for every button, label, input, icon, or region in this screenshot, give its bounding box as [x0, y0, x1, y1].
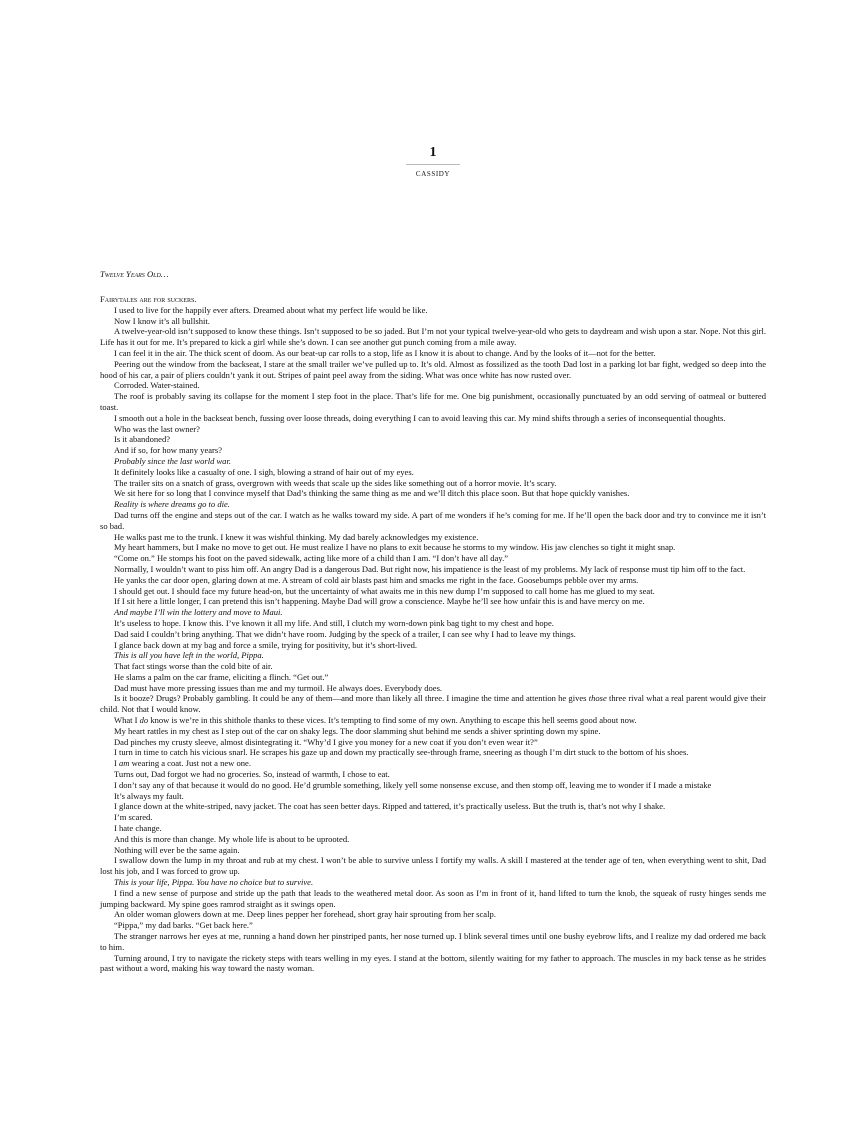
body-paragraph	[100, 467, 766, 478]
paragraph-text: “Pippa,” my dad barks. “Get back here.”	[114, 920, 253, 931]
italic-text: am	[118, 758, 130, 769]
chapter-divider	[406, 164, 460, 165]
body-paragraph	[100, 650, 766, 661]
italic-text: do	[139, 715, 149, 726]
body-paragraph	[100, 316, 766, 327]
body-paragraph	[100, 499, 766, 510]
body-paragraph	[100, 855, 766, 877]
paragraph-text: The trailer sits on a snatch of grass, overgrown with weeds that scale up the sides like something out of a horror movie. It’s scary.	[114, 477, 557, 488]
body-paragraph	[100, 488, 766, 499]
paragraph-text: Is it booze? Drugs? Probably gambling. It could be any of them—and more than likely all three. I imagine the time and attention he gives	[114, 693, 589, 704]
paragraph-text: I find a new sense of purpose and stride up the path that leads to the weathered metal door. As soon as I’m in front of it, hand lifted to turn the knob, the squeak of rusty hinges sends me jumping backward. My spine goes ramrod straight as it swings open.	[100, 887, 766, 909]
paragraph-text: I	[114, 758, 119, 769]
paragraph-text: Corroded. Water-stained.	[114, 380, 200, 391]
paragraph-text: I can feel it in the air. The thick scent of doom. As our beat-up car rolls to a stop, life as I know it is about to change. And by the looks of it—not for the better.	[114, 347, 656, 358]
paragraph-text: And if so, for how many years?	[114, 445, 222, 456]
body-paragraph	[100, 791, 766, 802]
paragraph-text: I don’t say any of that because it would do no good. He’d grumble something, likely yell some nonsense excuse, and then stomp off, leaving me to wonder if I made a mistake	[114, 779, 712, 790]
body-paragraph	[100, 953, 766, 975]
paragraph-text: My heart rattles in my chest as I step out of the car on shaky legs. The door slamming shut behind me sends a shiver sprinting down my spine.	[114, 725, 601, 736]
paragraph-text: Dad turns off the engine and steps out of the car. I watch as he walks toward my side. A part of me wonders if he’s coming for me. If he’ll open the back door and try to convince me it isn’t so bad.	[100, 509, 766, 531]
paragraph-text: It’s always my fault.	[114, 790, 184, 801]
body-paragraph	[100, 413, 766, 424]
paragraph-text: I should get out. I should face my future head-on, but the uncertainty of what awaits me in this new dump I’m supposed to call home has me glued to my seat.	[114, 585, 655, 596]
paragraph-text: Turning around, I try to navigate the rickety steps with tears welling in my eyes. I stand at the bottom, silently waiting for my father to approach. The muscles in my back tense as he strides past without a word, making his way toward the nasty woman.	[100, 952, 766, 974]
paragraph-text: I’m scared.	[114, 812, 153, 823]
paragraph-text: Peering out the window from the backseat, I stare at the small trailer we’ve pulled up to. It’s old. Almost as fossilized as the tooth Dad lost in a parking lot bar fight, wedged so deep into the hood of his car, a pair of pliers couldn’t yank it out. Stripes of paint peel away from the siding. What was once white has now rusted over.	[100, 358, 766, 380]
paragraph-text: A twelve-year-old isn’t supposed to know these things. Isn’t supposed to be so jaded. But I’m not your typical twelve-year-old who gets to daydream and wish upon a star. Nope. Not this girl. Life has it out for me. It’s prepared to kick a girl while she’s down. I can see another gut punch coming from a mile away.	[100, 326, 766, 348]
paragraph-text: Dad must have more pressing issues than me and my turmoil. He always does. Everybody does.	[114, 682, 443, 693]
paragraph-text: And this is more than change. My whole life is about to be uprooted.	[114, 833, 350, 844]
body-paragraph	[100, 348, 766, 359]
paragraph-text: I smooth out a hole in the backseat bench, fussing over loose threads, doing everything I can to avoid leaving this car. My mind shifts through a series of inconsequential thoughts.	[114, 412, 726, 423]
body-paragraph	[100, 823, 766, 834]
body-paragraph	[100, 575, 766, 586]
chapter-number: 1	[429, 145, 437, 160]
italic-text: Probably since the last world war.	[114, 455, 231, 466]
paragraph-text: Now I know it’s all bullshit.	[114, 315, 210, 326]
chapter-body	[100, 294, 766, 974]
body-paragraph	[100, 564, 766, 575]
paragraph-text: My heart hammers, but I make no move to get out. He must realize I have no plans to exit because he storms to my window. His jaw clenches so tight it might snap.	[114, 542, 676, 553]
paragraph-text: An older woman glowers down at me. Deep lines pepper her forehead, short gray hair sprouting from her scalp.	[114, 909, 496, 920]
body-paragraph	[100, 834, 766, 845]
body-paragraph	[100, 747, 766, 758]
body-paragraph	[100, 780, 766, 791]
body-paragraph	[100, 607, 766, 618]
paragraph-text: Nothing will ever be the same again.	[114, 844, 240, 855]
paragraph-text: Dad pinches my crusty sleeve, almost disintegrating it. “Why’d I give you money for a new coat if you don’t even wear it?”	[114, 736, 538, 747]
body-paragraph	[100, 726, 766, 737]
body-paragraph	[100, 640, 766, 651]
body-paragraph	[100, 586, 766, 597]
body-paragraph	[100, 391, 766, 413]
body-paragraph	[100, 683, 766, 694]
body-paragraph	[100, 553, 766, 564]
paragraph-text: It’s useless to hope. I know this. I’ve known it all my life. And still, I clutch my worn-down pink bag tight to my chest and hope.	[114, 617, 554, 628]
body-paragraph	[100, 359, 766, 381]
body-paragraph	[100, 758, 766, 769]
body-paragraph	[100, 424, 766, 435]
body-paragraph	[100, 532, 766, 543]
paragraph-text: Turns out, Dad forgot we had no groceries. So, instead of warmth, I chose to eat.	[114, 769, 390, 780]
opening-lead: Fairytales are for suckers.	[100, 294, 197, 304]
paragraph-text: It definitely looks like a casualty of one. I sigh, blowing a strand of hair out of my eyes.	[114, 466, 414, 477]
chapter-title: CASSIDY	[415, 170, 451, 178]
paragraph-text: I hate change.	[114, 823, 162, 834]
body-paragraph	[100, 445, 766, 456]
body-paragraph	[100, 661, 766, 672]
paragraph-text: He walks past me to the trunk. I knew it was wishful thinking. My dad barely acknowledges my existence.	[114, 531, 479, 542]
body-paragraph	[100, 845, 766, 856]
body-paragraph	[100, 629, 766, 640]
italic-text: And maybe I’ll win the lottery and move to Maui.	[114, 607, 283, 618]
paragraph-text: I used to live for the happily ever afters. Dreamed about what my perfect life would be like.	[114, 304, 428, 315]
opening-paragraph	[100, 294, 766, 305]
body-paragraph	[100, 672, 766, 683]
body-paragraph	[100, 596, 766, 607]
body-paragraph	[100, 380, 766, 391]
body-paragraph	[100, 715, 766, 726]
body-paragraph	[100, 618, 766, 629]
body-paragraph	[100, 510, 766, 532]
paragraph-text: I glance down at the white-striped, navy jacket. The coat has seen better days. Ripped and tattered, it’s practically useless. But the truth is, that’s not why I shake.	[114, 801, 666, 812]
paragraph-text: wearing a coat. Just not a new one.	[129, 758, 251, 769]
body-paragraph	[100, 693, 766, 715]
paragraph-text: three rival what a real parent would give their child. Not that I would know.	[100, 693, 766, 715]
paragraph-text: “Come on.” He stomps his foot on the paved sidewalk, acting like more of a child than I am. “I don’t have all day.”	[114, 553, 508, 564]
italic-text: This is your life, Pippa. You have no choice but to survive.	[114, 877, 314, 888]
body-paragraph	[100, 888, 766, 910]
paragraph-text: Normally, I wouldn’t want to piss him off. An angry Dad is a dangerous Dad. But right now, his impatience is the least of my problems. My lack of response must tip him off to the fact.	[114, 563, 746, 574]
paragraph-text: What I	[114, 715, 140, 726]
body-paragraph	[100, 434, 766, 445]
paragraph-text: I glance back down at my bag and force a smile, trying for positivity, but it’s short-lived.	[114, 639, 418, 650]
paragraph-text: I swallow down the lump in my throat and rub at my chest. I won’t be able to survive unless I fortify my walls. A skill I mastered at the tender age of ten, when everything went to shit, Dad lost his job, and I was forced to grow up.	[100, 855, 766, 877]
body-paragraph	[100, 456, 766, 467]
chapter-heading	[0, 144, 866, 179]
paragraph-text: Dad said I couldn’t bring anything. That we didn’t have room. Judging by the speck of a trailer, I can see why I had to leave my things.	[114, 628, 576, 639]
body-paragraph	[100, 909, 766, 920]
body-paragraph	[100, 769, 766, 780]
italic-text: those	[588, 693, 607, 704]
body-paragraph	[100, 326, 766, 348]
paragraph-text: He slams a palm on the car frame, eliciting a flinch. “Get out.”	[114, 671, 329, 682]
paragraph-text: That fact stings worse than the cold bite of air.	[114, 661, 273, 672]
body-paragraph	[100, 877, 766, 888]
paragraph-text: He yanks the car door open, glaring down at me. A stream of cold air blasts past him and smacks me right in the face. Goosebumps pebble over my arms.	[114, 574, 639, 585]
paragraph-text: I turn in time to catch his vicious snarl. He scrapes his gaze up and down my practically see-through frame, sneering as though I’m dirt stuck to the bottom of his shoes.	[114, 747, 689, 758]
body-paragraph	[100, 931, 766, 953]
body-paragraph	[100, 737, 766, 748]
body-paragraph	[100, 812, 766, 823]
paragraph-text: If I sit here a little longer, I can pretend this isn’t happening. Maybe Dad will grow a conscience. Maybe he’ll see how unfair this is and have mercy on me.	[114, 596, 645, 607]
italic-text: Reality is where dreams go to die.	[114, 499, 230, 510]
paragraph-text: Who was the last owner?	[114, 423, 200, 434]
paragraph-text: The stranger narrows her eyes at me, running a hand down her pinstriped pants, her nose turned up. I blink several times until one bushy eyebrow lifts, and I realize my dad ordered me back to him.	[100, 931, 766, 952]
paragraph-text: know is we’re in this shithole thanks to these vices. It’s tempting to find some of my own. Anything to escape this hell seems good about now.	[148, 715, 637, 726]
body-paragraph	[100, 542, 766, 553]
body-paragraph	[100, 478, 766, 489]
body-paragraph	[100, 305, 766, 316]
paragraph-text: Is it abandoned?	[114, 434, 171, 445]
paragraph-text: We sit here for so long that I convince myself that Dad’s thinking the same thing as me and we’ll ditch this place soon. But that hope quickly vanishes.	[114, 488, 630, 499]
paragraph-text: The roof is probably saving its collapse for the moment I step foot in the place. That’s life for me. One big punishment, occasionally punctuated by an odd serving of oatmeal or buttered toast.	[100, 391, 766, 412]
italic-text: This is all you have left in the world, Pippa.	[114, 650, 264, 661]
body-paragraph	[100, 801, 766, 812]
body-paragraph	[100, 920, 766, 931]
section-epigraph: Twelve Years Old…	[100, 269, 169, 279]
